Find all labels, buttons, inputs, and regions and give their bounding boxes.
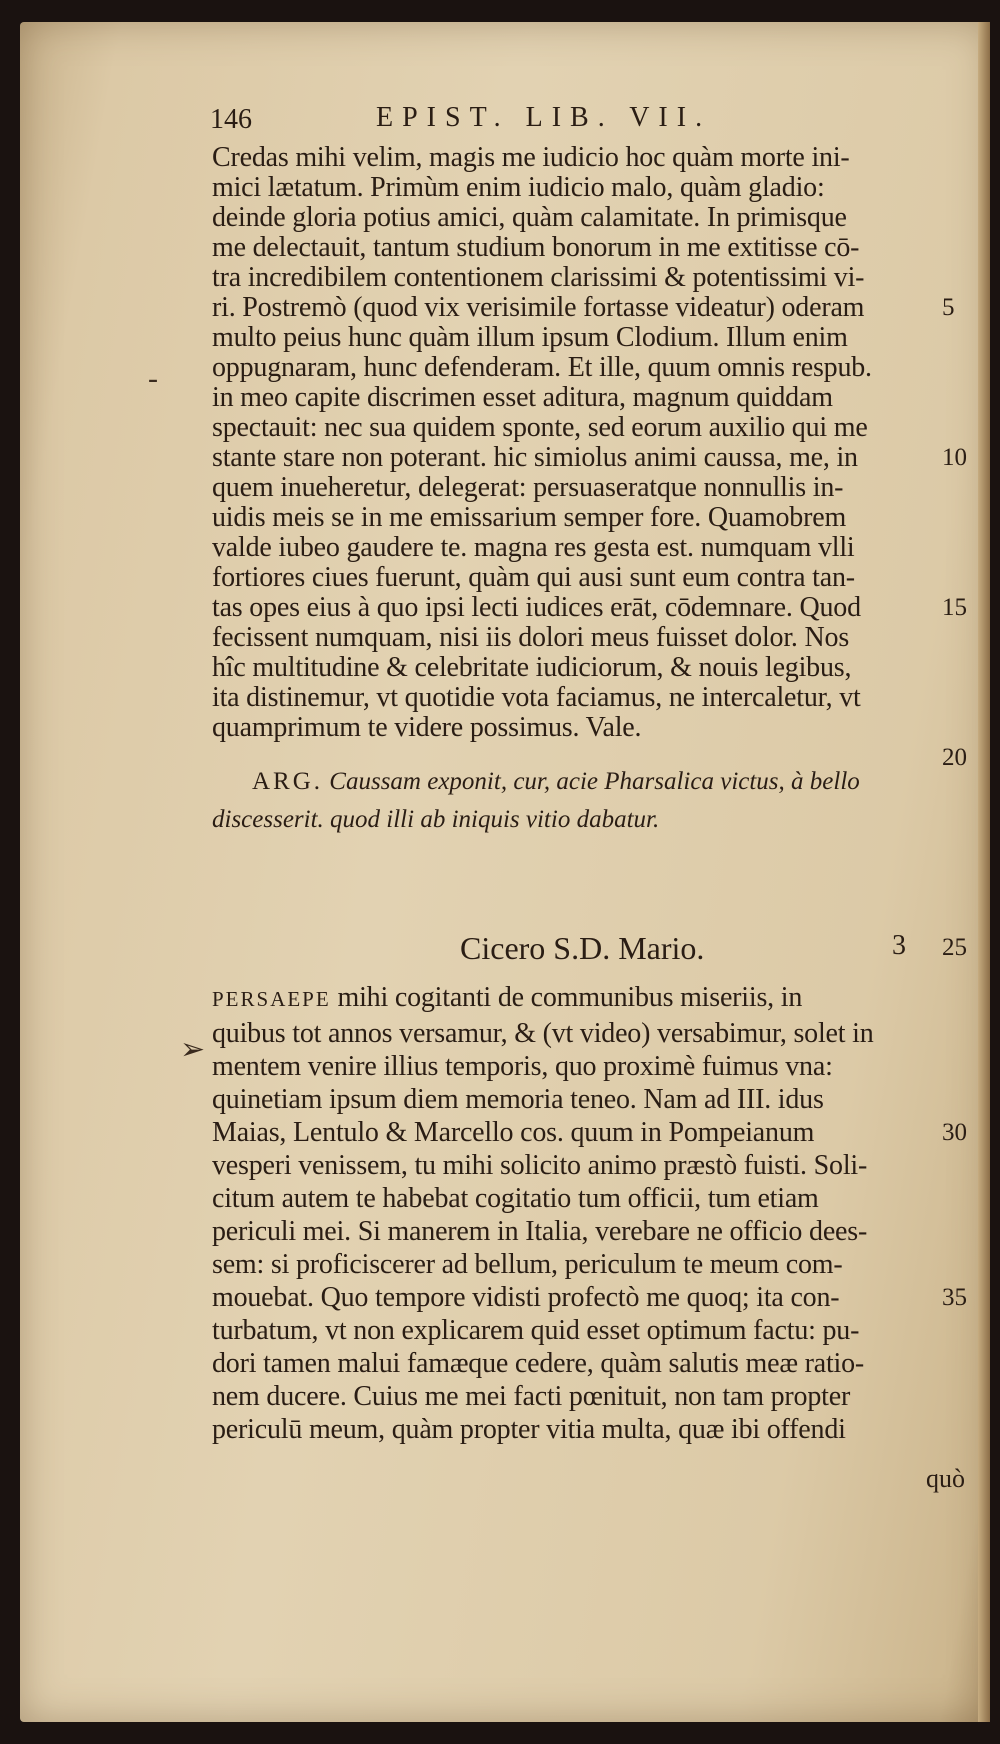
page-number: 146 (210, 104, 252, 135)
text-line: vesperi venissem, tu mihi solicito animo præstò fuisti. Soli- (212, 1150, 868, 1181)
argument-label: ARG. (252, 768, 324, 795)
text-line: periculi mei. Si manerem in Italia, verebare ne officio dees- (212, 1216, 868, 1247)
text-line: me delectauit, tantum studium bonorum in me extitisse cō- (212, 232, 860, 263)
text-line: mentem venire illius temporis, quo proximè fuimus vna: (212, 1051, 833, 1082)
first-line-rest: mihi cogitanti de communibus miseriis, in (330, 982, 803, 1013)
text-line: sem: si proficiscerer ad bellum, periculum te meum com- (212, 1249, 843, 1280)
text-line: citum autem te habebat cogitatio tum officii, tum etiam (212, 1183, 819, 1214)
argument-line-2: discesserit. quod illi ab iniquis vitio dabatur. (212, 806, 660, 833)
argument-text-1: Caussam exponit, cur, acie Pharsalica victus, à bello (329, 768, 860, 795)
text-line: ita distinemur, vt quotidie vota faciamus, ne intercaletur, vt (212, 682, 861, 713)
text-line: fecissent numquam, nisi iis dolori meus fuisset dolor. Nos (212, 622, 850, 653)
margin-number-25: 25 (942, 934, 967, 961)
text-line: stante stare non poterant. hic simiolus animi caussa, me, in (212, 442, 858, 473)
margin-pointer-mark: ➢ (180, 1033, 206, 1066)
text-line: quinetiam ipsum diem memoria teneo. Nam ad III. idus (212, 1084, 824, 1115)
margin-line-number: 35 (942, 1284, 967, 1311)
letter-number: 3 (892, 930, 906, 961)
text-line: quibus tot annos versamur, & (vt video) versabimur, solet in (212, 1018, 874, 1049)
text-line: spectauit: nec sua quidem sponte, sed eorum auxilio qui me (212, 412, 868, 443)
text-line: oppugnaram, hunc defenderam. Et ille, quum omnis respub. (212, 352, 872, 383)
text-line: tra incredibilem contentionem clarissimi & potentissimi vi- (212, 262, 865, 293)
text-line: turbatum, vt non explicarem quid esset optimum factu: pu- (212, 1315, 860, 1346)
text-line: quamprimum te videre possimus. Vale. (212, 712, 642, 743)
text-line: Maias, Lentulo & Marcello cos. quum in Pompeianum (212, 1117, 815, 1148)
running-head: EPIST. LIB. VII. (376, 102, 712, 133)
text-line: deinde gloria potius amici, quàm calamitate. In primisque (212, 202, 847, 233)
page-text (20, 22, 990, 1722)
margin-line-number: 10 (942, 444, 967, 471)
letter-3-first-line (212, 980, 952, 1017)
margin-line-number: 20 (942, 744, 967, 771)
text-line: fortiores ciues fuerunt, quàm qui ausi sunt eum contra tan- (212, 562, 855, 593)
text-line: valde iubeo gaudere te. magna res gesta est. numquam vlli (212, 532, 855, 563)
text-line: ri. Postremò (quod vix verisimile fortasse videatur) oderam (212, 292, 865, 323)
text-line: hîc multitudine & celebritate iudiciorum, & nouis legibus, (212, 652, 852, 683)
text-line: mouebat. Quo tempore vidisti profectò me quoq; ita con- (212, 1282, 840, 1313)
text-line: periculū meum, quàm propter vitia multa, quæ ibi offendi (212, 1414, 846, 1445)
text-line: multo peius hunc quàm illum ipsum Clodium. Illum enim (212, 322, 848, 353)
letter-heading: Cicero S.D. Mario. (460, 930, 705, 966)
text-line: quem inueheretur, delegerat: persuaseratque nonnullis in- (212, 472, 844, 503)
first-word: PERSAEPE (212, 987, 331, 1011)
margin-line-number: 5 (942, 294, 955, 321)
text-line: in meo capite discrimen esset aditura, magnum quiddam (212, 382, 833, 413)
catchword: quò (926, 1464, 965, 1493)
text-line: nem ducere. Cuius me mei facti pœnituit, non tam propter (212, 1381, 851, 1412)
text-line: uidis meis se in me emissarium semper fore. Quamobrem (212, 502, 847, 533)
text-line: Credas mihi velim, magis me iudicio hoc quàm morte ini- (212, 142, 850, 173)
argument-line-1 (252, 764, 952, 799)
margin-line-number: 15 (942, 594, 967, 621)
text-line: mici lætatum. Primùm enim iudicio malo, quàm gladio: (212, 172, 825, 203)
text-line: dori tamen malui famæque cedere, quàm salutis meæ ratio- (212, 1348, 865, 1379)
margin-line-number: 30 (942, 1119, 967, 1146)
book-page (20, 22, 990, 1722)
text-line: tas opes eius à quo ipsi lecti iudices erāt, cōdemnare. Quod (212, 592, 861, 623)
margin-dash-mark: - (148, 362, 158, 395)
